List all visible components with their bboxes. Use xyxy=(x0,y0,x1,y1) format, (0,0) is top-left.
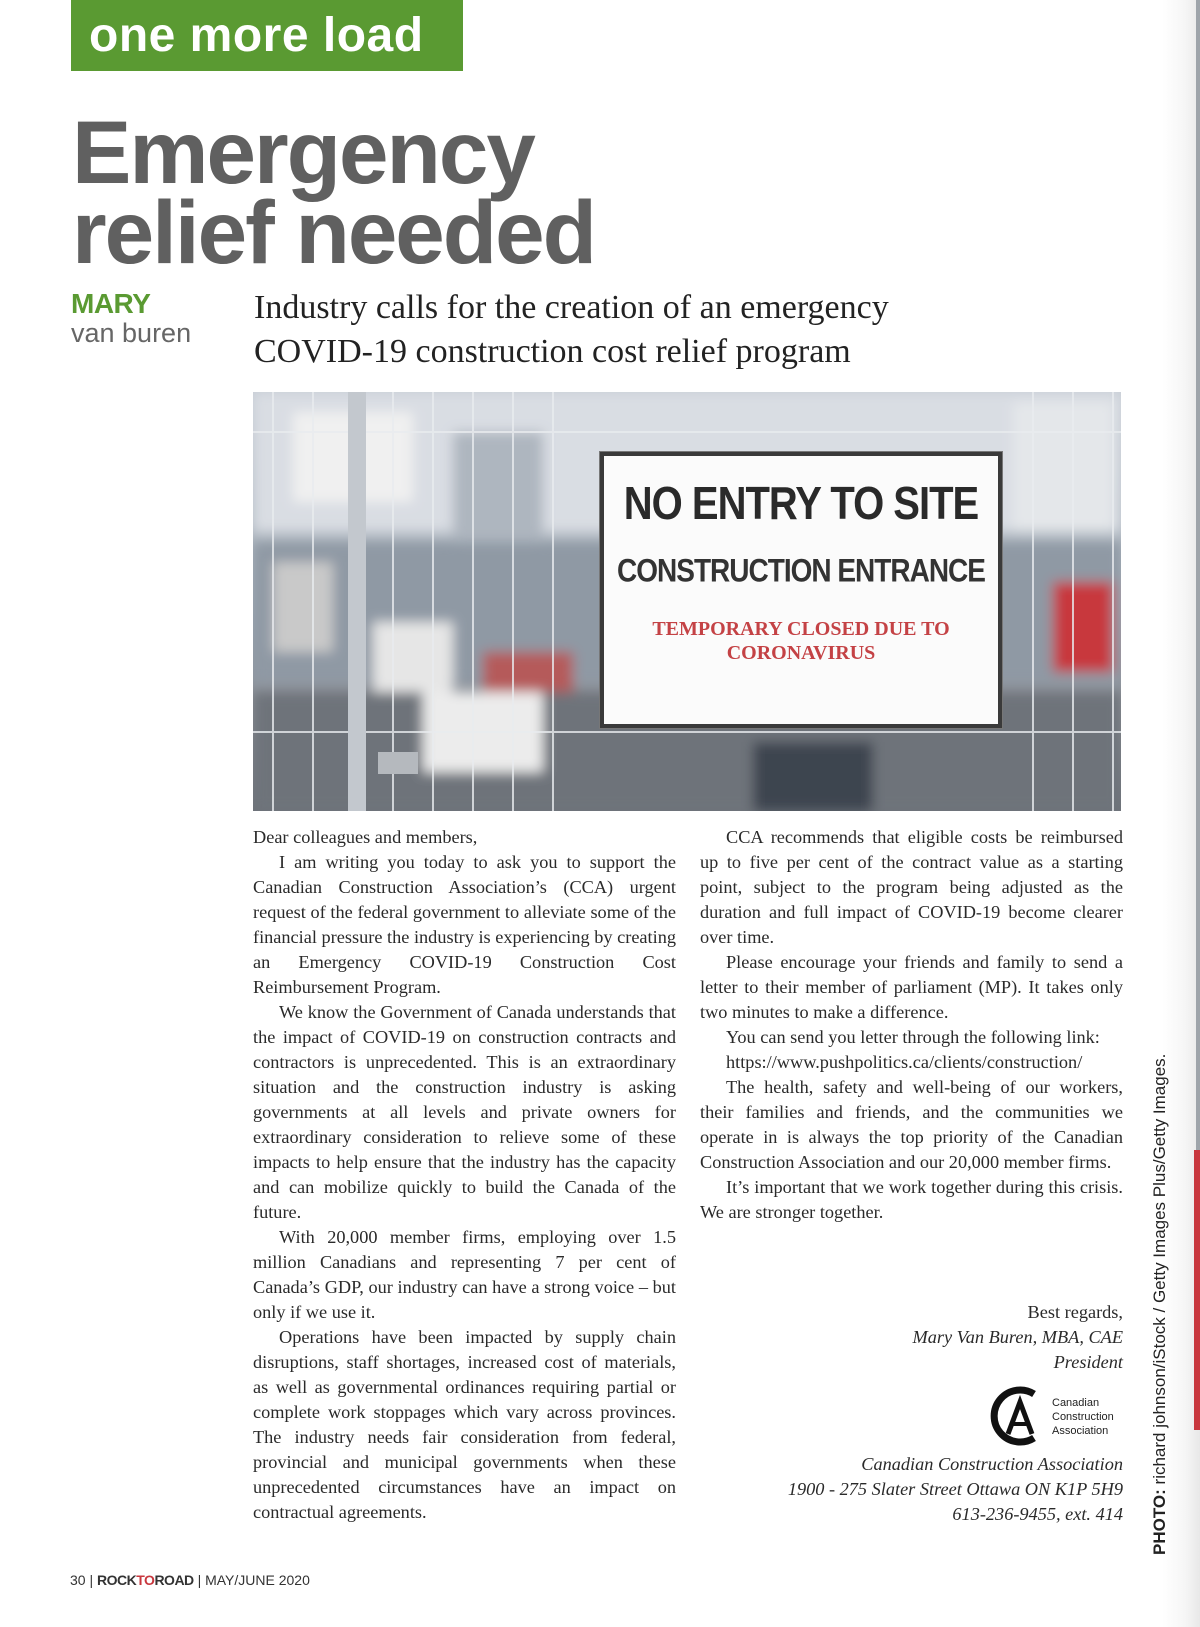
sign-title: NO ENTRY TO SITE xyxy=(623,478,979,530)
signoff-name: Mary Van Buren, MBA, CAE xyxy=(912,1327,1123,1347)
photo-credit-label: PHOTO: xyxy=(1150,1489,1169,1555)
body-paragraph: We know the Government of Canada understands that the impact of COVID-19 on construction contracts and contractors is unprecedented. This is an extraordinary situation and the construction industry is asking governments at all levels and private owners for extraordinary consideration to relieve some of these impacts to help ensure that the industry has the capacity and can mobilize quickly to build the Canada of the future. xyxy=(253,1002,676,1222)
folio-separator: | xyxy=(89,1572,97,1588)
body-paragraph: I am writing you today to ask you to support the Canadian Construction Association’s (CCA) urgent request of the federal government to alleviate some of the financial pressure the industry is experiencing by creating an Emergency COVID-19 Construction Cost Reimbursement Program. xyxy=(253,852,676,997)
body-paragraph: With 20,000 member firms, employing over 1.5 million Canadians and representing 7 per cent of Canada’s GDP, our industry can have a strong voice – but only if we use it. xyxy=(253,1227,676,1322)
photo-credit xyxy=(1150,1054,1170,1555)
body-paragraph: Please encourage your friends and family to send a letter to their member of parliament (MP). It takes only two minutes to make a difference. xyxy=(700,952,1123,1022)
body-paragraph: CCA recommends that eligible costs be reimbursed up to five per cent of the contract value as a starting point, subject to the program being adjusted as the duration and full impact of COVID-19 become clearer over time. xyxy=(700,827,1123,947)
signoff-closing: Best regards, xyxy=(1027,1302,1123,1322)
sign-notice-line2: CORONAVIRUS xyxy=(726,642,876,664)
pushpolitics-link[interactable]: https://www.pushpolitics.ca/clients/construction/ xyxy=(726,1052,1083,1072)
salutation: Dear colleagues and members, xyxy=(253,827,478,847)
cca-logo-icon xyxy=(990,1384,1050,1448)
author-first-name: MARY xyxy=(71,288,151,319)
issue-date: MAY/JUNE 2020 xyxy=(205,1572,310,1588)
signoff-title: President xyxy=(1053,1352,1123,1372)
article-photo xyxy=(253,392,1121,811)
body-paragraph: The health, safety and well-being of our workers, their families and friends, and the communities we operate in is always the top priority of the Canadian Construction Association and our 20,000 member firms. xyxy=(700,1077,1123,1172)
author-byline xyxy=(71,289,191,347)
sign-notice xyxy=(604,617,998,665)
body-paragraph: You can send you letter through the following link: xyxy=(726,1027,1100,1047)
folio xyxy=(70,1572,310,1588)
folio-separator: | xyxy=(197,1572,206,1588)
brand-to: TO xyxy=(136,1572,155,1588)
cca-logo xyxy=(990,1384,1122,1450)
author-last-name: van buren xyxy=(71,318,192,348)
address-phone: 613-236-9455, ext. 414 xyxy=(952,1504,1123,1524)
logo-line2: Construction xyxy=(1052,1411,1114,1423)
sign-notice-line1: TEMPORARY CLOSED DUE TO xyxy=(652,618,950,640)
magazine-brand xyxy=(97,1572,194,1588)
photo-credit-text: richard johnson/iStock / Getty Images Plus/Getty Images. xyxy=(1150,1053,1169,1490)
logo-line1: Canadian xyxy=(1052,1397,1100,1409)
edge-stripe xyxy=(1196,0,1200,1150)
edge-stripe-accent xyxy=(1194,1150,1200,1430)
headline xyxy=(72,102,752,282)
page-number: 30 xyxy=(70,1572,86,1588)
address-org: Canadian Construction Association xyxy=(861,1454,1123,1474)
body-column-right xyxy=(700,825,1123,1225)
headline-line2: relief needed xyxy=(72,182,596,282)
brand-road: ROAD xyxy=(154,1572,194,1588)
body-column-left xyxy=(253,825,676,1525)
address-block xyxy=(700,1452,1123,1527)
headline-line1: Emergency xyxy=(72,102,534,202)
logo-line3: Association xyxy=(1052,1425,1109,1437)
column-tag: one more load xyxy=(71,0,463,71)
sign-subtitle: CONSTRUCTION ENTRANCE xyxy=(617,552,985,589)
cca-logo-text xyxy=(1052,1396,1114,1438)
body-paragraph: Operations have been impacted by supply chain disruptions, staff shortages, increased cost of materials, as well as governmental ordinances requiring partial or complete work stoppages which vary across provinces. The industry needs fair consideration from federal, provincial and municipal governments when these unprecedented circumstances have an impact on contractual agreements. xyxy=(253,1327,676,1522)
no-entry-sign xyxy=(600,452,1002,728)
deck xyxy=(254,286,1014,374)
deck-line2: COVID-19 construction cost relief program xyxy=(254,333,851,370)
deck-line1: Industry calls for the creation of an emergency xyxy=(254,289,889,326)
address-street: 1900 - 275 Slater Street Ottawa ON K1P 5H9 xyxy=(787,1479,1123,1499)
signoff xyxy=(700,1300,1123,1375)
brand-rock: ROCK xyxy=(97,1572,137,1588)
body-paragraph: It’s important that we work together during this crisis. We are stronger together. xyxy=(700,1177,1123,1222)
